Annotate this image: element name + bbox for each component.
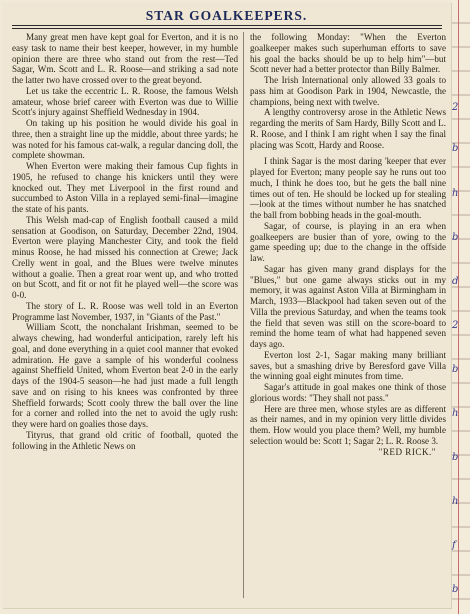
paragraph: Sagar, of course, is playing in an era when goalkeepers are busier than of yore, owing to the game speeding up; due to the change in the offside law. <box>250 220 446 263</box>
right-column <box>250 32 446 602</box>
paragraph: Let us take the eccentric L. R. Roose, the famous Welsh amateur, whose brief career with Everton was due to Willie Scott's injury against Sheffield Wednesday in 1904. <box>12 85 238 118</box>
paragraph: The Irish International only allowed 33 goals to pass him at Goodison Park in 1904, Newcastle, the champions, being next with twelve. <box>250 75 446 107</box>
left-column <box>12 32 238 602</box>
article-title: STAR GOALKEEPERS. <box>145 8 308 23</box>
margin-mark: b <box>452 452 459 463</box>
column-divider <box>243 32 244 598</box>
paragraph: Many great men have kept goal for Everton, and it is no easy task to name their best keeper, however, in my humble opinion there are three who stand out from the rest—Ted Sagar, Wm. Scott and L. R. Roose—and striking a sad note the latter two have crossed over to the great beyond. <box>12 32 238 85</box>
margin-mark: b <box>452 232 459 243</box>
margin-mark: 2 <box>452 102 459 113</box>
paragraph: Sagar's attitude in goal makes one think of those glorious words: "They shall not pass." <box>250 382 446 403</box>
paragraph: When Everton were making their famous Cup fights in 1905, he refused to change his knickers until they were knocked out. They met Liverpool in the first round and succumbed to Aston Villa in a replayed semi-final—imagine the state of his pants. <box>12 161 238 214</box>
ledger-paper-edge <box>451 0 470 614</box>
paragraph: The story of L. R. Roose was well told in an Everton Programme last November, 1937, in "Giants of the Past." <box>12 300 238 322</box>
paragraph: A lengthy controversy arose in the Athletic News regarding the merits of Sam Hardy, Billy Scott and L. R. Roose, and I think I am right when I say the final placing was Scott, Hardy and Roose. <box>250 107 446 150</box>
paragraph: the following Monday: "When the Everton goalkeeper makes such superhuman efforts to save his goal the backs should be up to help him"—but Scott never had a better protector than Billy Balmer. <box>250 32 446 75</box>
margin-mark: b <box>452 143 459 154</box>
signature: "RED RICK." <box>378 446 436 457</box>
newspaper-clipping <box>2 2 451 608</box>
paragraph: Sagar has given many grand displays for the "Blues," but one game always sticks out in my memory, it was against Aston Villa at Birmingham in March, 1933—Blackpool had taken seven out of the Villa the previous Saturday, and when the teams took the field that seven was still on the score-board to remind the home team of what had happened seven days ago. <box>250 263 446 349</box>
margin-mark: b <box>452 364 459 375</box>
paragraph: Tityrus, that grand old critic of football, quoted the following in the Athletic News on <box>12 429 238 451</box>
title-rule-double <box>12 28 442 29</box>
margin-mark: h <box>452 188 459 199</box>
margin-mark: f <box>452 540 456 551</box>
title-rule <box>12 25 442 26</box>
paragraph: William Scott, the nonchalant Irishman, seemed to be always chewing, had wonderful anticipation, rarely left his goal, and done everything in a quiet cool manner that evoked admiration. He gave a sample of his wonderful coolness against Sheffield United, whom Everton beat 2-0 in the early days of the 1904-5 season—he had just made a full length save and on rising to his knees was confronted by three Sheffield forwards; Scott cooly threw the ball over the line for a corner and rolled into the net to avoid the ugly rush: they were hard on goalies those days. <box>12 322 238 429</box>
paragraph: Everton lost 2-1, Sagar making many brilliant saves, but a smashing drive by Beresford gave Villa the winning goal eight minutes from time. <box>250 349 446 382</box>
ledger-margin-line <box>458 0 459 614</box>
margin-mark: h <box>452 408 459 419</box>
paragraph: I think Sagar is the most daring 'keeper that ever played for Everton; many people say he runs out too much, I think he does too, but he gets the ball nine times out of ten. He should be locked up for stealing—look at the times without number he has snatched the ball from bobbing heads in the goal-mouth. <box>250 156 446 220</box>
paragraph: This Welsh mad-cap of English football caused a mild sensation at Goodison, on Saturday, December 22nd, 1904. Everton were playing Manchester City, and took the field minus Roose, he had missed his connection at Crewe; Jack Crelly went in goal, and the Blues were twelve minutes without a goalie. Then a great roar went up, and who trotted on but Scott, and fit or not fit he played well—the score was 0-0. <box>12 214 238 300</box>
paragraph: Here are three men, whose styles are as different as their names, and in my opinion very little divides them. How would you place them? Well, my humble selection would be: Scott 1; Sagar 2; L. R. Roose 3. <box>250 403 446 446</box>
margin-mark: 2 <box>452 320 459 331</box>
margin-mark: b <box>452 584 459 595</box>
margin-mark: d <box>452 276 459 287</box>
paragraph: On taking up his position he would divide his goal in three, then a straight line up the middle, about three yards; he was noted for his famous cat-walk, a regular dancing doll, the complete showman. <box>12 118 238 161</box>
margin-mark: h <box>452 496 459 507</box>
